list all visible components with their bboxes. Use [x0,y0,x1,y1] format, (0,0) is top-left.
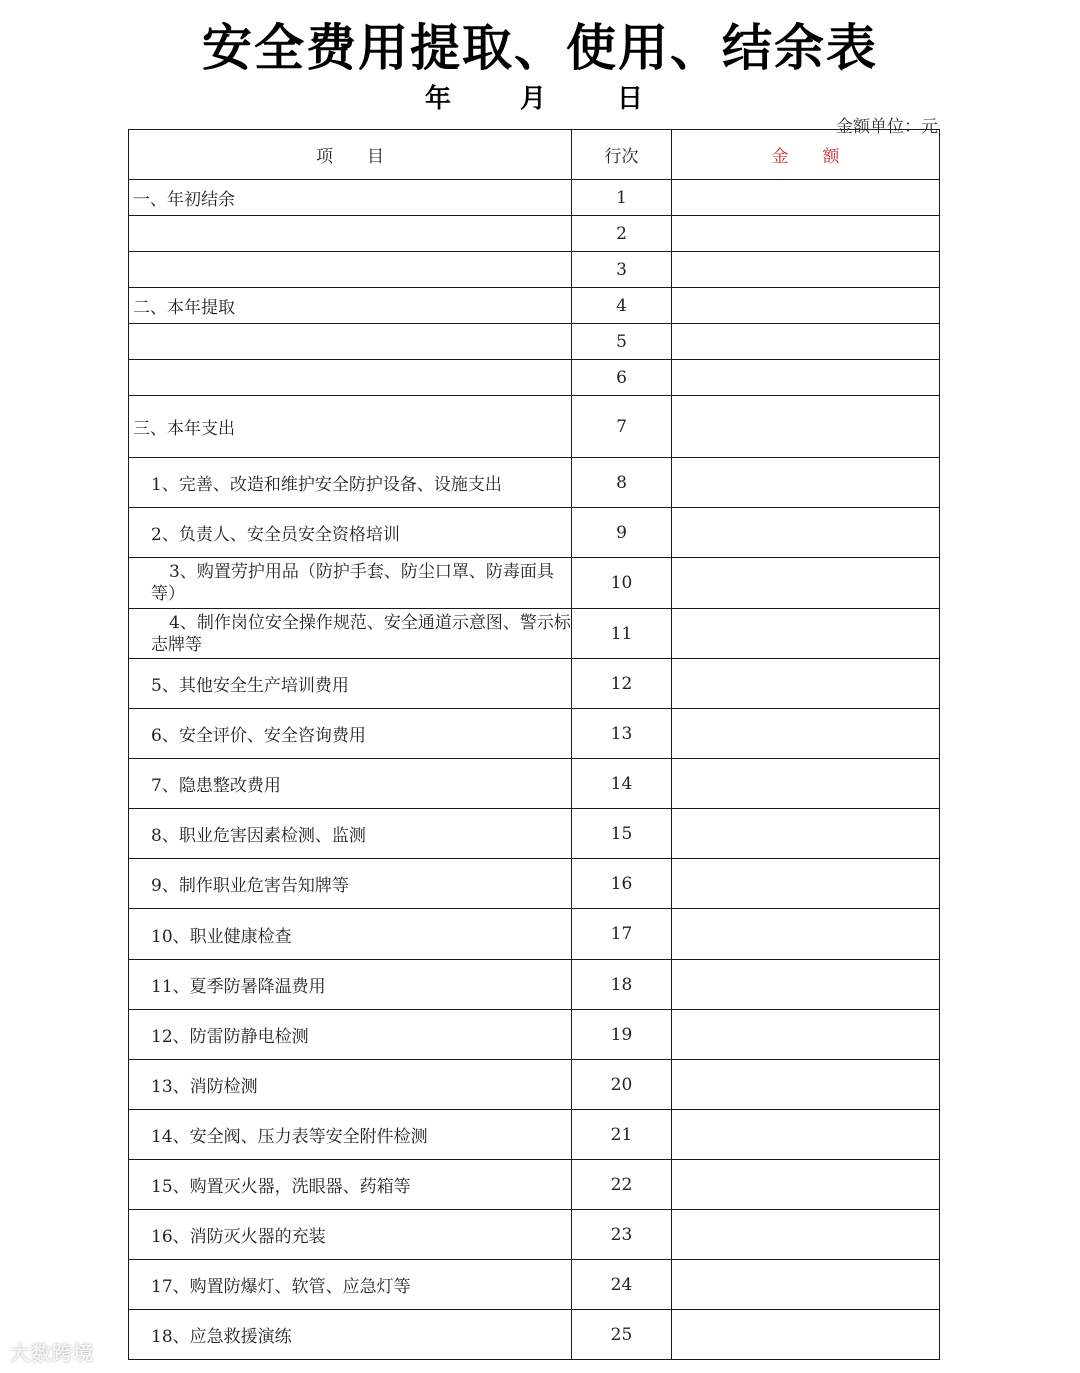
item-cell: 18、应急救援演练 [129,1310,572,1360]
item-cell: 6、安全评价、安全咨询费用 [129,709,572,759]
amount-cell[interactable] [672,1210,940,1260]
amount-cell[interactable] [672,252,940,288]
table-row [129,859,940,909]
row-number-cell: 11 [572,609,672,659]
table-row [129,252,940,288]
table-row [129,1060,940,1110]
table-header-row [129,130,940,180]
item-cell: 5、其他安全生产培训费用 [129,659,572,709]
amount-cell[interactable] [672,1310,940,1360]
item-cell: 三、本年支出 [129,396,572,458]
row-number-cell: 4 [572,288,672,324]
amount-cell[interactable] [672,558,940,609]
table-row [129,324,940,360]
item-cell: 16、消防灭火器的充装 [129,1210,572,1260]
item-cell [129,360,572,396]
table-row [129,1110,940,1160]
item-cell: 7、隐患整改费用 [129,759,572,809]
item-cell [129,252,572,288]
row-number-cell: 18 [572,960,672,1010]
date-day-label: 日 [617,84,644,114]
table-row [129,909,940,960]
amount-cell[interactable] [672,759,940,809]
header-amount: 金 额 [672,130,940,180]
amount-cell[interactable] [672,288,940,324]
table-row [129,360,940,396]
row-number-cell: 2 [572,216,672,252]
table-row [129,288,940,324]
item-cell: 2、负责人、安全员安全资格培训 [129,508,572,558]
item-cell: 17、购置防爆灯、软管、应急灯等 [129,1260,572,1310]
amount-cell[interactable] [672,324,940,360]
amount-cell[interactable] [672,659,940,709]
item-cell: 一、年初结余 [129,180,572,216]
table-row [129,558,940,609]
table-row [129,458,940,508]
item-cell: 3、购置劳护用品（防护手套、防尘口罩、防毒面具等） [129,558,572,609]
amount-cell[interactable] [672,508,940,558]
row-number-cell: 14 [572,759,672,809]
amount-cell[interactable] [672,216,940,252]
item-cell: 1、完善、改造和维护安全防护设备、设施支出 [129,458,572,508]
amount-cell[interactable] [672,1260,940,1310]
item-cell: 4、制作岗位安全操作规范、安全通道示意图、警示标志牌等 [129,609,572,659]
row-number-cell: 16 [572,859,672,909]
amount-cell[interactable] [672,360,940,396]
table-row [129,709,940,759]
page-title: 安全费用提取、使用、结余表 [202,19,878,77]
amount-cell[interactable] [672,1160,940,1210]
table-row [129,609,940,659]
date-line [0,78,1080,114]
row-number-cell: 21 [572,1110,672,1160]
row-number-cell: 10 [572,558,672,609]
table-row [129,1010,940,1060]
amount-cell[interactable] [672,1010,940,1060]
table-row [129,1260,940,1310]
row-number-cell: 3 [572,252,672,288]
row-number-cell: 24 [572,1260,672,1310]
table-row [129,180,940,216]
amount-unit-label: 金额单位：元 [836,117,938,137]
row-number-cell: 23 [572,1210,672,1260]
item-cell [129,324,572,360]
header-item: 项 目 [129,130,572,180]
amount-cell[interactable] [672,909,940,960]
row-number-cell: 8 [572,458,672,508]
item-cell: 13、消防检测 [129,1060,572,1110]
header-row-no: 行次 [572,130,672,180]
item-cell: 10、职业健康检查 [129,909,572,960]
table-row [129,216,940,252]
amount-cell[interactable] [672,609,940,659]
amount-cell[interactable] [672,1110,940,1160]
row-number-cell: 25 [572,1310,672,1360]
amount-cell[interactable] [672,960,940,1010]
table-row [129,960,940,1010]
amount-cell[interactable] [672,1060,940,1110]
date-month-label: 月 [520,84,547,114]
amount-cell[interactable] [672,809,940,859]
row-number-cell: 7 [572,396,672,458]
row-number-cell: 20 [572,1060,672,1110]
amount-cell[interactable] [672,458,940,508]
row-number-cell: 13 [572,709,672,759]
row-number-cell: 12 [572,659,672,709]
amount-cell[interactable] [672,709,940,759]
item-cell: 15、购置灭火器，洗眼器、药箱等 [129,1160,572,1210]
amount-cell[interactable] [672,180,940,216]
row-number-cell: 17 [572,909,672,960]
row-number-cell: 5 [572,324,672,360]
watermark: 大数跨境 [10,1341,94,1365]
item-cell: 二、本年提取 [129,288,572,324]
table-row [129,659,940,709]
amount-cell[interactable] [672,396,940,458]
table-row [129,1310,940,1360]
item-cell: 8、职业危害因素检测、监测 [129,809,572,859]
row-number-cell: 19 [572,1010,672,1060]
item-cell [129,216,572,252]
amount-cell[interactable] [672,859,940,909]
row-number-cell: 22 [572,1160,672,1210]
table-row [129,809,940,859]
table-row [129,759,940,809]
item-cell: 12、防雷防静电检测 [129,1010,572,1060]
row-number-cell: 1 [572,180,672,216]
row-number-cell: 9 [572,508,672,558]
item-cell: 11、夏季防暑降温费用 [129,960,572,1010]
item-cell: 14、安全阀、压力表等安全附件检测 [129,1110,572,1160]
row-number-cell: 15 [572,809,672,859]
table-row [129,396,940,458]
table-row [129,1210,940,1260]
table-row [129,508,940,558]
table-row [129,1160,940,1210]
date-year-label: 年 [425,84,452,114]
expense-table [128,129,940,1360]
row-number-cell: 6 [572,360,672,396]
item-cell: 9、制作职业危害告知牌等 [129,859,572,909]
